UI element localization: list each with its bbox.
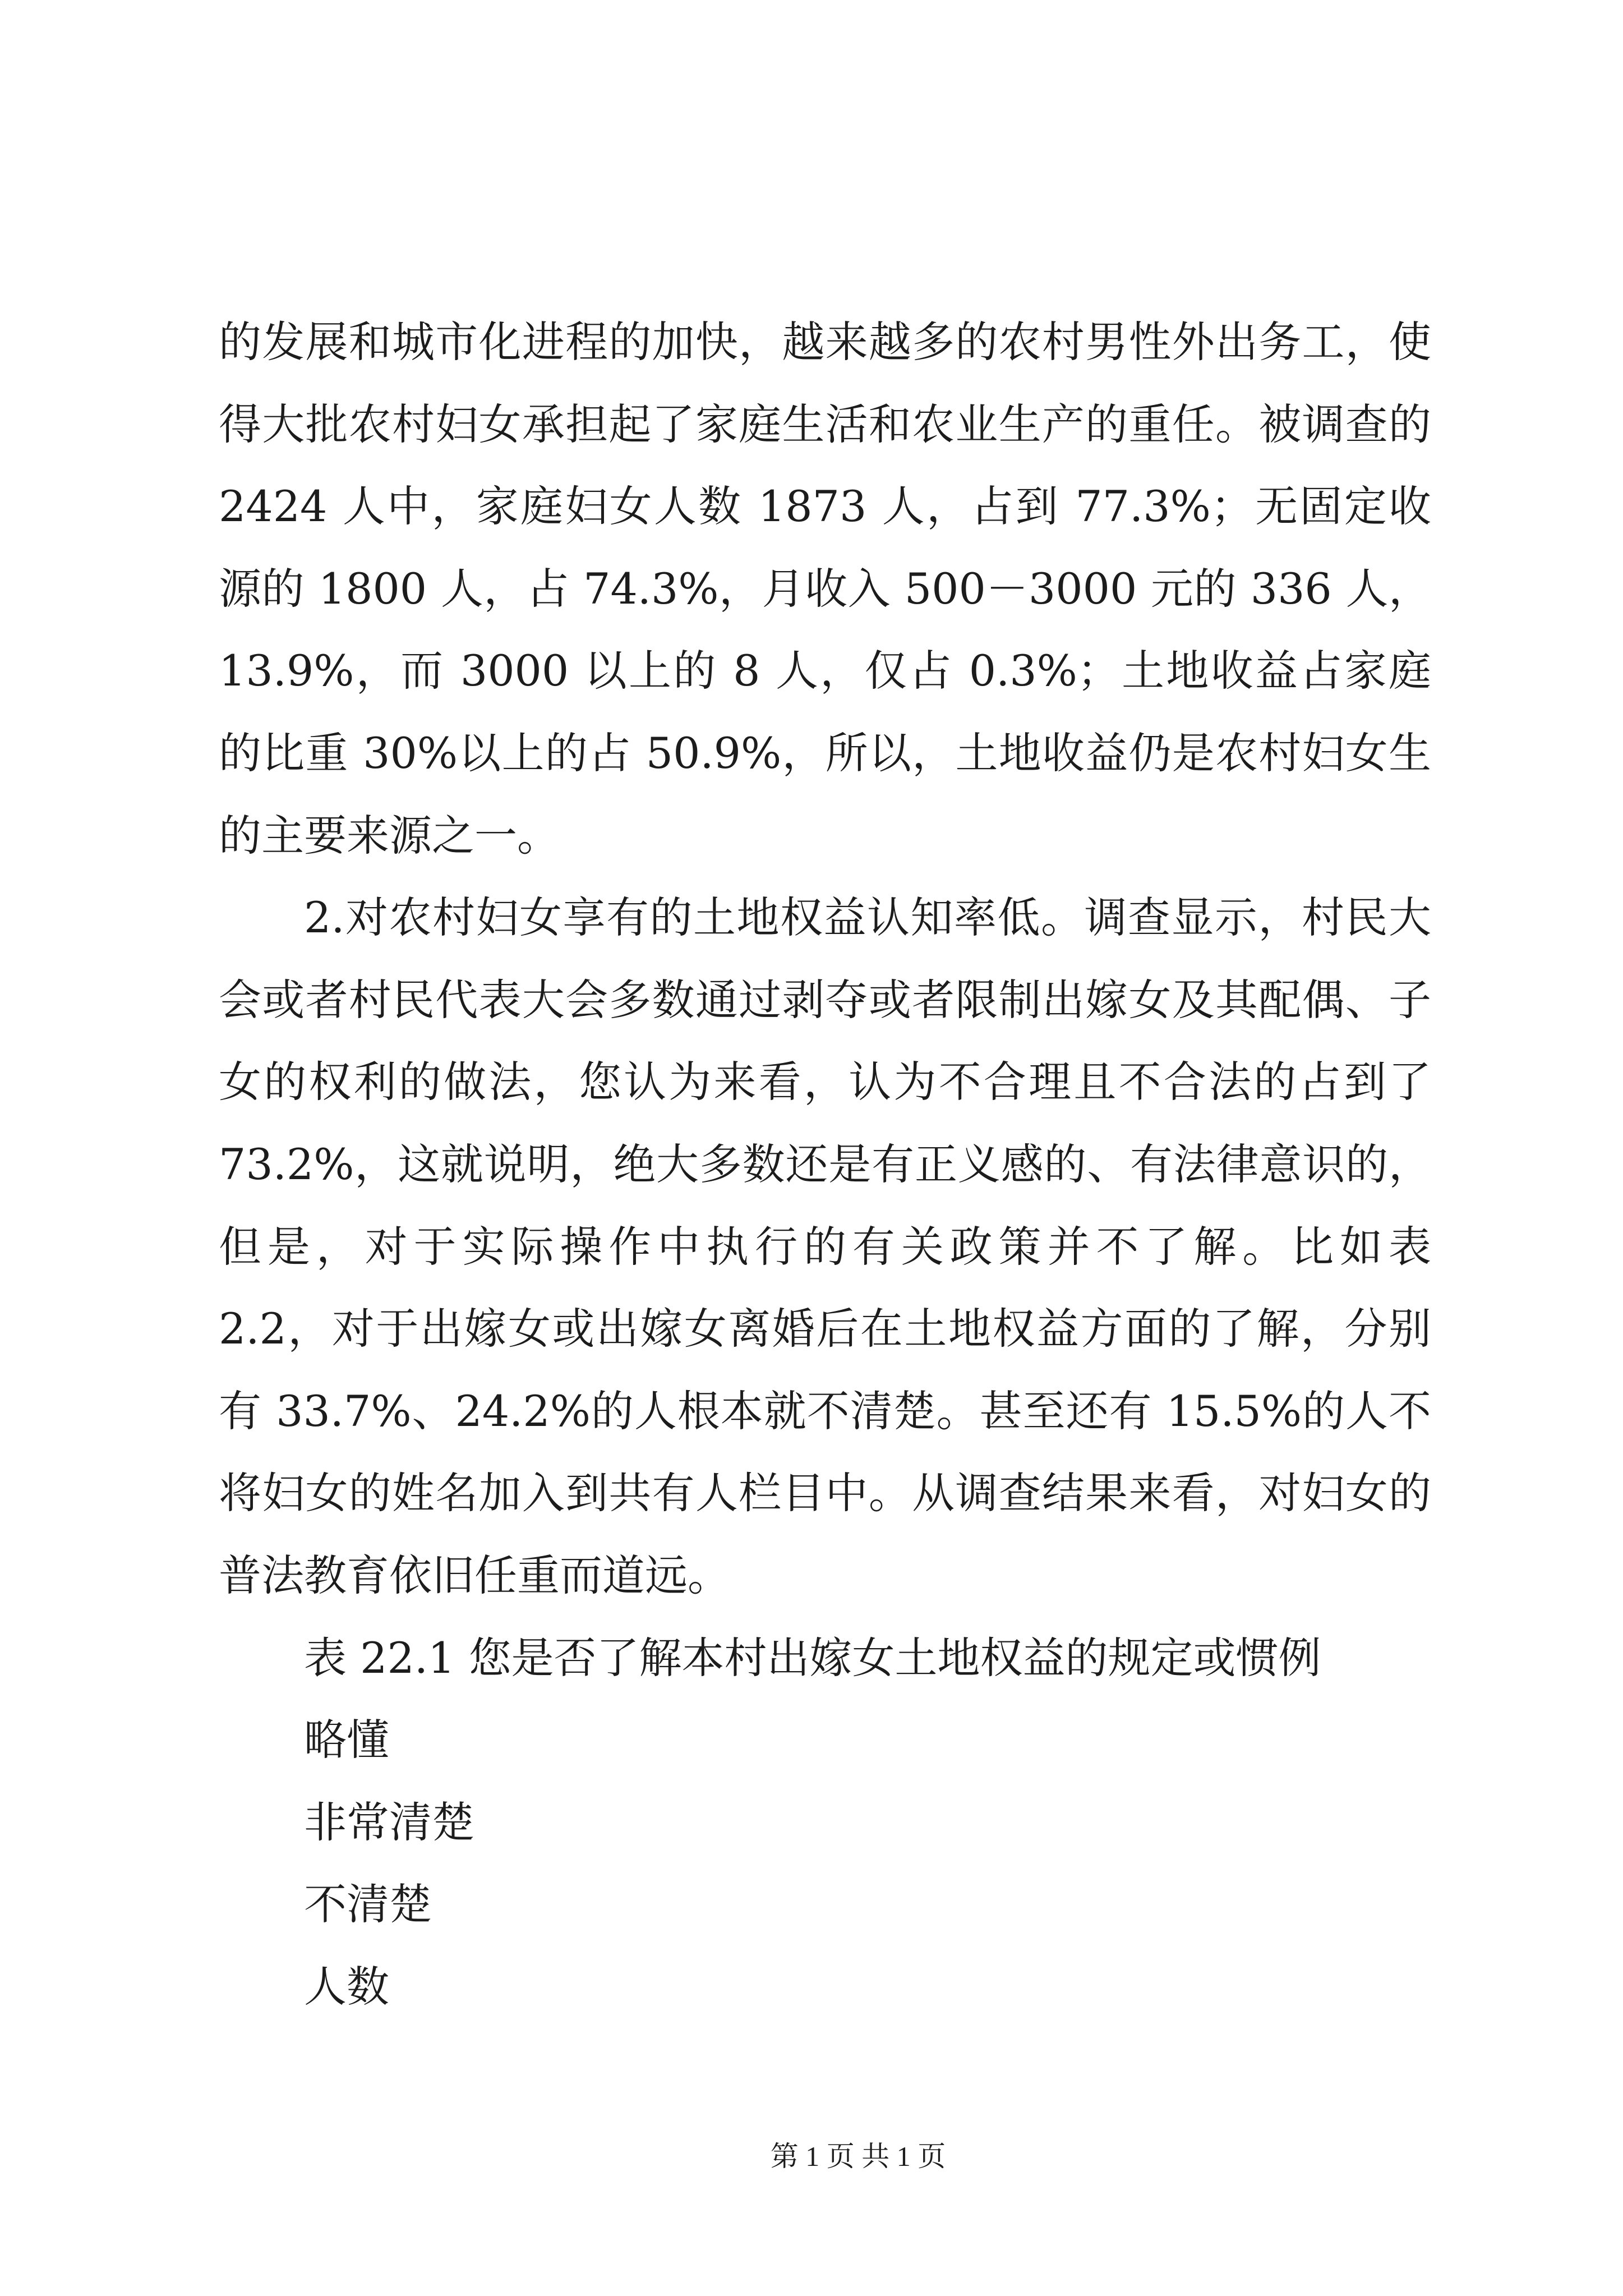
page-footer: 第 1 页 共 1 页 (770, 2141, 946, 2172)
paragraph-2 (219, 877, 1431, 1617)
paragraph-line: 得大批农村妇女承担起了家庭生活和农业生产的重任。被调查的 (219, 399, 1431, 449)
table-item: 非常清楚 (304, 1797, 474, 1847)
paragraph-line: 普法教育依旧任重而道远。 (219, 1550, 730, 1600)
paragraph-1 (219, 301, 1431, 877)
paragraph-line: 73.2%，这就说明，绝大多数还是有正义感的、有法律意识的， (219, 1139, 1431, 1189)
table-item: 人数 (304, 1961, 389, 2012)
paragraph-line: 将妇女的姓名加入到共有人栏目中。从调查结果来看，对妇女的 (219, 1468, 1431, 1519)
paragraph-line: 的比重 30%以上的占 50.9%，所以，土地收益仍是农村妇女生 (219, 728, 1431, 778)
table-section (219, 1617, 1431, 2028)
paragraph-line: 13.9%，而 3000 以上的 8 人，仅占 0.3%；土地收益占家庭 (219, 646, 1431, 696)
paragraph-line: 2.2，对于出嫁女或出嫁女离婚后在土地权益方面的了解，分别 (219, 1304, 1431, 1354)
paragraph-line: 源的 1800 人，占 74.3%，月收入 500－3000 元的 336 人， (219, 563, 1431, 614)
document-body (219, 301, 1431, 2028)
paragraph-line: 但是，对于实际操作中执行的有关政策并不了解。比如表 (219, 1221, 1431, 1272)
table-item: 不清楚 (304, 1879, 432, 1930)
paragraph-line: 2.对农村妇女享有的土地权益认知率低。调查显示，村民大 (304, 892, 1431, 943)
paragraph-line: 的发展和城市化进程的加快，越来越多的农村男性外出务工，使 (219, 317, 1431, 367)
paragraph-line: 的主要来源之一。 (219, 810, 560, 861)
table-item: 略懂 (304, 1715, 389, 1765)
paragraph-line: 女的权利的做法，您认为来看，认为不合理且不合法的占到了 (219, 1057, 1431, 1107)
paragraph-line: 会或者村民代表大会多数通过剥夺或者限制出嫁女及其配偶、子 (219, 974, 1431, 1025)
paragraph-line: 2424 人中，家庭妇女人数 1873 人，占到 77.3%；无固定收 (219, 481, 1431, 532)
table-title: 表 22.1 您是否了解本村出嫁女土地权益的规定或惯例 (304, 1632, 1321, 1683)
paragraph-line: 有 33.7%、24.2%的人根本就不清楚。甚至还有 15.5%的人不 (219, 1386, 1431, 1436)
